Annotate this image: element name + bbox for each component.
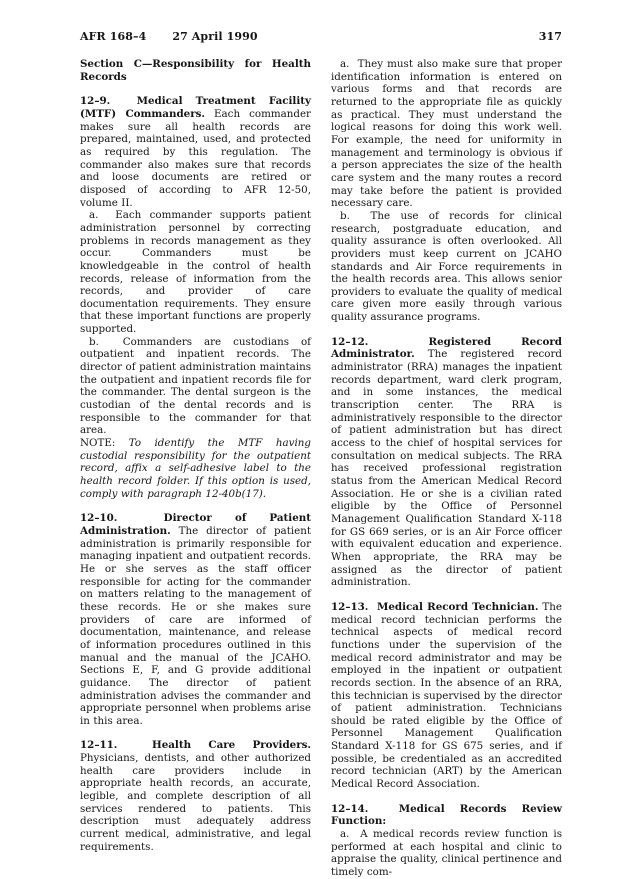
note-paragraph	[80, 437, 311, 500]
paragraph-12-14-heading-line	[331, 803, 562, 828]
paragraph-12-10	[80, 512, 311, 727]
paragraph-12-12-heading: 12–12. Registered Record Administrator.	[331, 335, 562, 361]
subparagraph-12-9a-body: a. Each commander supports patient administration personnel by correcting problems in records management as they occur. Commanders must be knowledgeable in the control of health records, release of information from the records, and provider of care documentation requirements. They ensure that these important functions are properly supported.	[80, 209, 311, 336]
note-body: To identify the MTF having custodial responsibility for the outpatient record, affix a self-adhesive label to the health record folder. If this option is used, comply with paragraph 12-40b(17).	[80, 437, 311, 500]
subparagraph-b-continued	[331, 210, 562, 324]
paragraph-12-9	[80, 95, 311, 209]
subparagraph-12-9a	[80, 209, 311, 336]
subparagraph-b-body: b. The use of records for clinical research, postgraduate education, and quality assurance is often overlooked. All providers must keep current on JCAHO standards and Air Force requirements in the health records area. This allows senior providers to evaluate the quality of medical care given more easily through various quality assurance programs.	[331, 209, 562, 324]
paragraph-12-11	[80, 739, 311, 853]
note-label: NOTE:	[80, 437, 129, 450]
paragraph-12-12-body: The registered record administrator (RRA) manages the inpatient records department, ward clerk program, and in some instances, the medical transcription center. The RRA is administratively responsible to the director of patient administration but has direct access to the chief of hospital services for consultation on medical subjects. The RRA has received professional registration status from the American Medical Record Association. He or she is a civilian rated eligible by the Office of Personnel Management Qualification Standard X-118 for GS 669 series, or is an Air Force officer with equivalent education and experience. When appropriate, the RRA may be assigned as the director of patient administration.	[331, 348, 562, 589]
subparagraph-a-continued	[331, 58, 562, 210]
paragraph-12-10-body: The director of patient administration is primarily responsible for managing inpatient and outpatient records. He or she serves as the staff officer responsible for acting for the commander on matters relating to the management of these records. He or she makes sure providers of care are informed of documentation, maintenance, and release of information procedures outlined in this manual and the manual of the JCAHO. Sections E, F, and G provide additional guidance. The director of patient administration advises the commander and appropriate personnel when problems arise in this area.	[80, 524, 311, 727]
section-heading: Section C—Responsibility for Health Records	[80, 58, 311, 83]
paragraph-12-13-heading: 12–13. Medical Record Technician.	[331, 600, 539, 613]
paragraph-12-12	[331, 336, 562, 589]
subparagraph-12-14a	[331, 828, 562, 879]
paragraph-12-14-heading: 12–14. Medical Records Review Function:	[331, 802, 562, 828]
paragraph-12-9-body: Each commander makes sure all health records are prepared, maintained, used, and protected as required by this regulation. The commander also makes sure that records and loose documents are retired or disposed of according to AFR 12-50, volume II.	[80, 107, 311, 209]
subparagraph-a-body: a. They must also make sure that proper identification information is entered on various forms and that records are returned to the appropriate file as quickly as practical. They must understand the logical reasons for doing this work well. For example, the need for uniformity in management and terminology is obvious if a person appreciates the size of the health care system and the many routes a record may take before the patient is provided necessary care.	[331, 58, 562, 210]
two-column-layout	[80, 58, 562, 879]
paragraph-12-13	[331, 601, 562, 791]
doc-date: 27 April 1990	[172, 30, 258, 43]
paragraph-12-9-heading: 12–9. Medical Treatment Facility (MTF) Commanders.	[80, 95, 311, 120]
right-column	[331, 58, 562, 879]
subparagraph-12-9b-body: b. Commanders are custodians of outpatient and inpatient records. The director of patient administration maintains the outpatient and inpatient records file for the commander. The dental surgeon is the custodian of the dental records and is responsible to the commander for that area.	[80, 335, 311, 437]
page-number: 317	[538, 30, 562, 43]
subparagraph-12-14a-body: a. A medical records review function is performed at each hospital and clinic to appraise the quality, clinical pertinence and timely com-	[331, 828, 562, 879]
document-header	[80, 30, 562, 43]
left-column	[80, 58, 311, 879]
paragraph-12-11-heading: 12–11. Health Care Providers.	[80, 739, 311, 752]
doc-reference: AFR 168–4	[80, 30, 147, 43]
subparagraph-12-9b	[80, 336, 311, 437]
paragraph-12-10-heading: 12–10. Director of Patient Administration.	[80, 512, 311, 537]
paragraph-12-11-body: Physicians, dentists, and other authorized health care providers include in appropriate health records, an accurate, legible, and complete description of all services rendered to patients. This description must adequately address current medical, administrative, and legal requirements.	[80, 752, 311, 853]
paragraph-12-13-body: The medical record technician performs the technical aspects of medical record functions under the supervision of the medical record administrator and may be employed in the inpatient or outpatient records section. In the absence of an RRA, this technician is supervised by the director of patient administration. Technicians should be rated eligible by the Office of Personnel Management Qualification Standard X-118 for GS 675 series, and if possible, be credentialed as an accredited record technician (ART) by the American Medical Record Association.	[331, 600, 562, 791]
